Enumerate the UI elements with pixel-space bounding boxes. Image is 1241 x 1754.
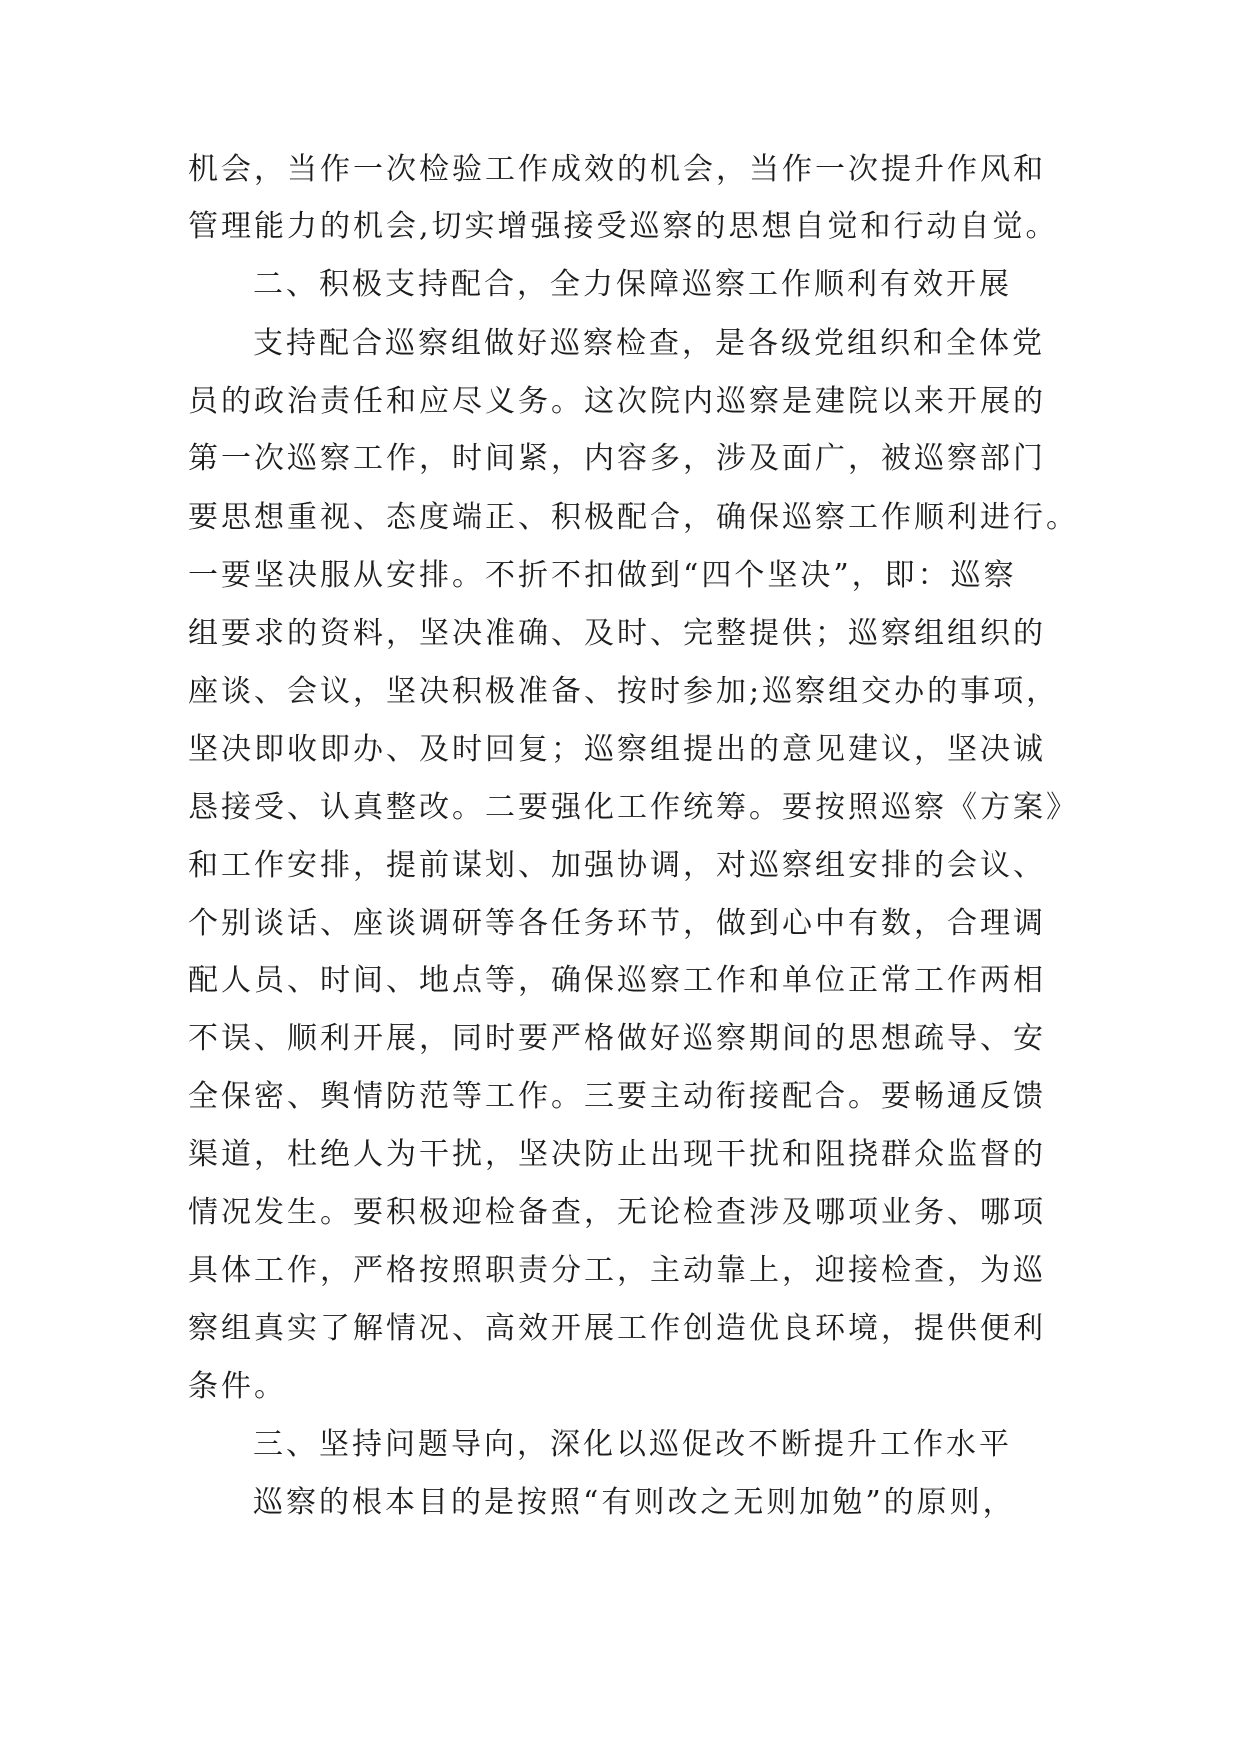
paragraph-line: 不误、顺利开展，同时要严格做好巡察期间的思想疏导、安 (188, 1021, 1046, 1056)
paragraph-line: 一要坚决服从安排。不折不扣做到“四个坚决”，即：巡察 (188, 558, 1017, 593)
paragraph-line: 支持配合巡察组做好巡察检查，是各级党组织和全体党 (253, 326, 1045, 361)
paragraph-line: 坚决即收即办、及时回复；巡察组提出的意见建议，坚决诚 (188, 732, 1046, 767)
paragraph-line: 要思想重视、态度端正、积极配合，确保巡察工作顺利进行。 (188, 500, 1079, 535)
paragraph-line: 具体工作，严格按照职责分工，主动靠上，迎接检查，为巡 (188, 1253, 1046, 1288)
paragraph-line: 和工作安排，提前谋划、加强协调，对巡察组安排的会议、 (188, 848, 1046, 883)
paragraph-line: 第一次巡察工作，时间紧，内容多，涉及面广，被巡察部门 (188, 441, 1046, 476)
paragraph-line: 员的政治责任和应尽义务。这次院内巡察是建院以来开展的 (188, 384, 1046, 419)
section-heading: 三、坚持问题导向，深化以巡促改不断提升工作水平 (253, 1427, 1012, 1462)
paragraph-line: 情况发生。要积极迎检备查，无论检查涉及哪项业务、哪项 (188, 1195, 1046, 1230)
paragraph-line: 巡察的根本目的是按照“有则改之无则加勉”的原则， (253, 1485, 1016, 1520)
paragraph-line: 条件。 (188, 1369, 287, 1404)
paragraph-line: 管理能力的机会,切实增强接受巡察的思想自觉和行动自觉。 (188, 209, 1059, 244)
paragraph-line: 渠道，杜绝人为干扰，坚决防止出现干扰和阻挠群众监督的 (188, 1137, 1046, 1172)
paragraph-line: 恳接受、认真整改。二要强化工作统筹。要按照巡察《方案》 (188, 790, 1079, 825)
paragraph-line: 组要求的资料，坚决准确、及时、完整提供；巡察组组织的 (188, 616, 1046, 651)
paragraph-line: 机会，当作一次检验工作成效的机会，当作一次提升作风和 (188, 152, 1046, 187)
paragraph-line: 座谈、会议，坚决积极准备、按时参加;巡察组交办的事项， (188, 674, 1060, 709)
paragraph-line: 配人员、时间、地点等，确保巡察工作和单位正常工作两相 (188, 963, 1046, 998)
paragraph-line: 全保密、舆情防范等工作。三要主动衔接配合。要畅通反馈 (188, 1079, 1046, 1114)
paragraph-line: 个别谈话、座谈调研等各任务环节，做到心中有数，合理调 (188, 906, 1046, 941)
paragraph-line: 察组真实了解情况、高效开展工作创造优良环境，提供便利 (188, 1311, 1046, 1346)
section-heading: 二、积极支持配合，全力保障巡察工作顺利有效开展 (253, 267, 1012, 302)
